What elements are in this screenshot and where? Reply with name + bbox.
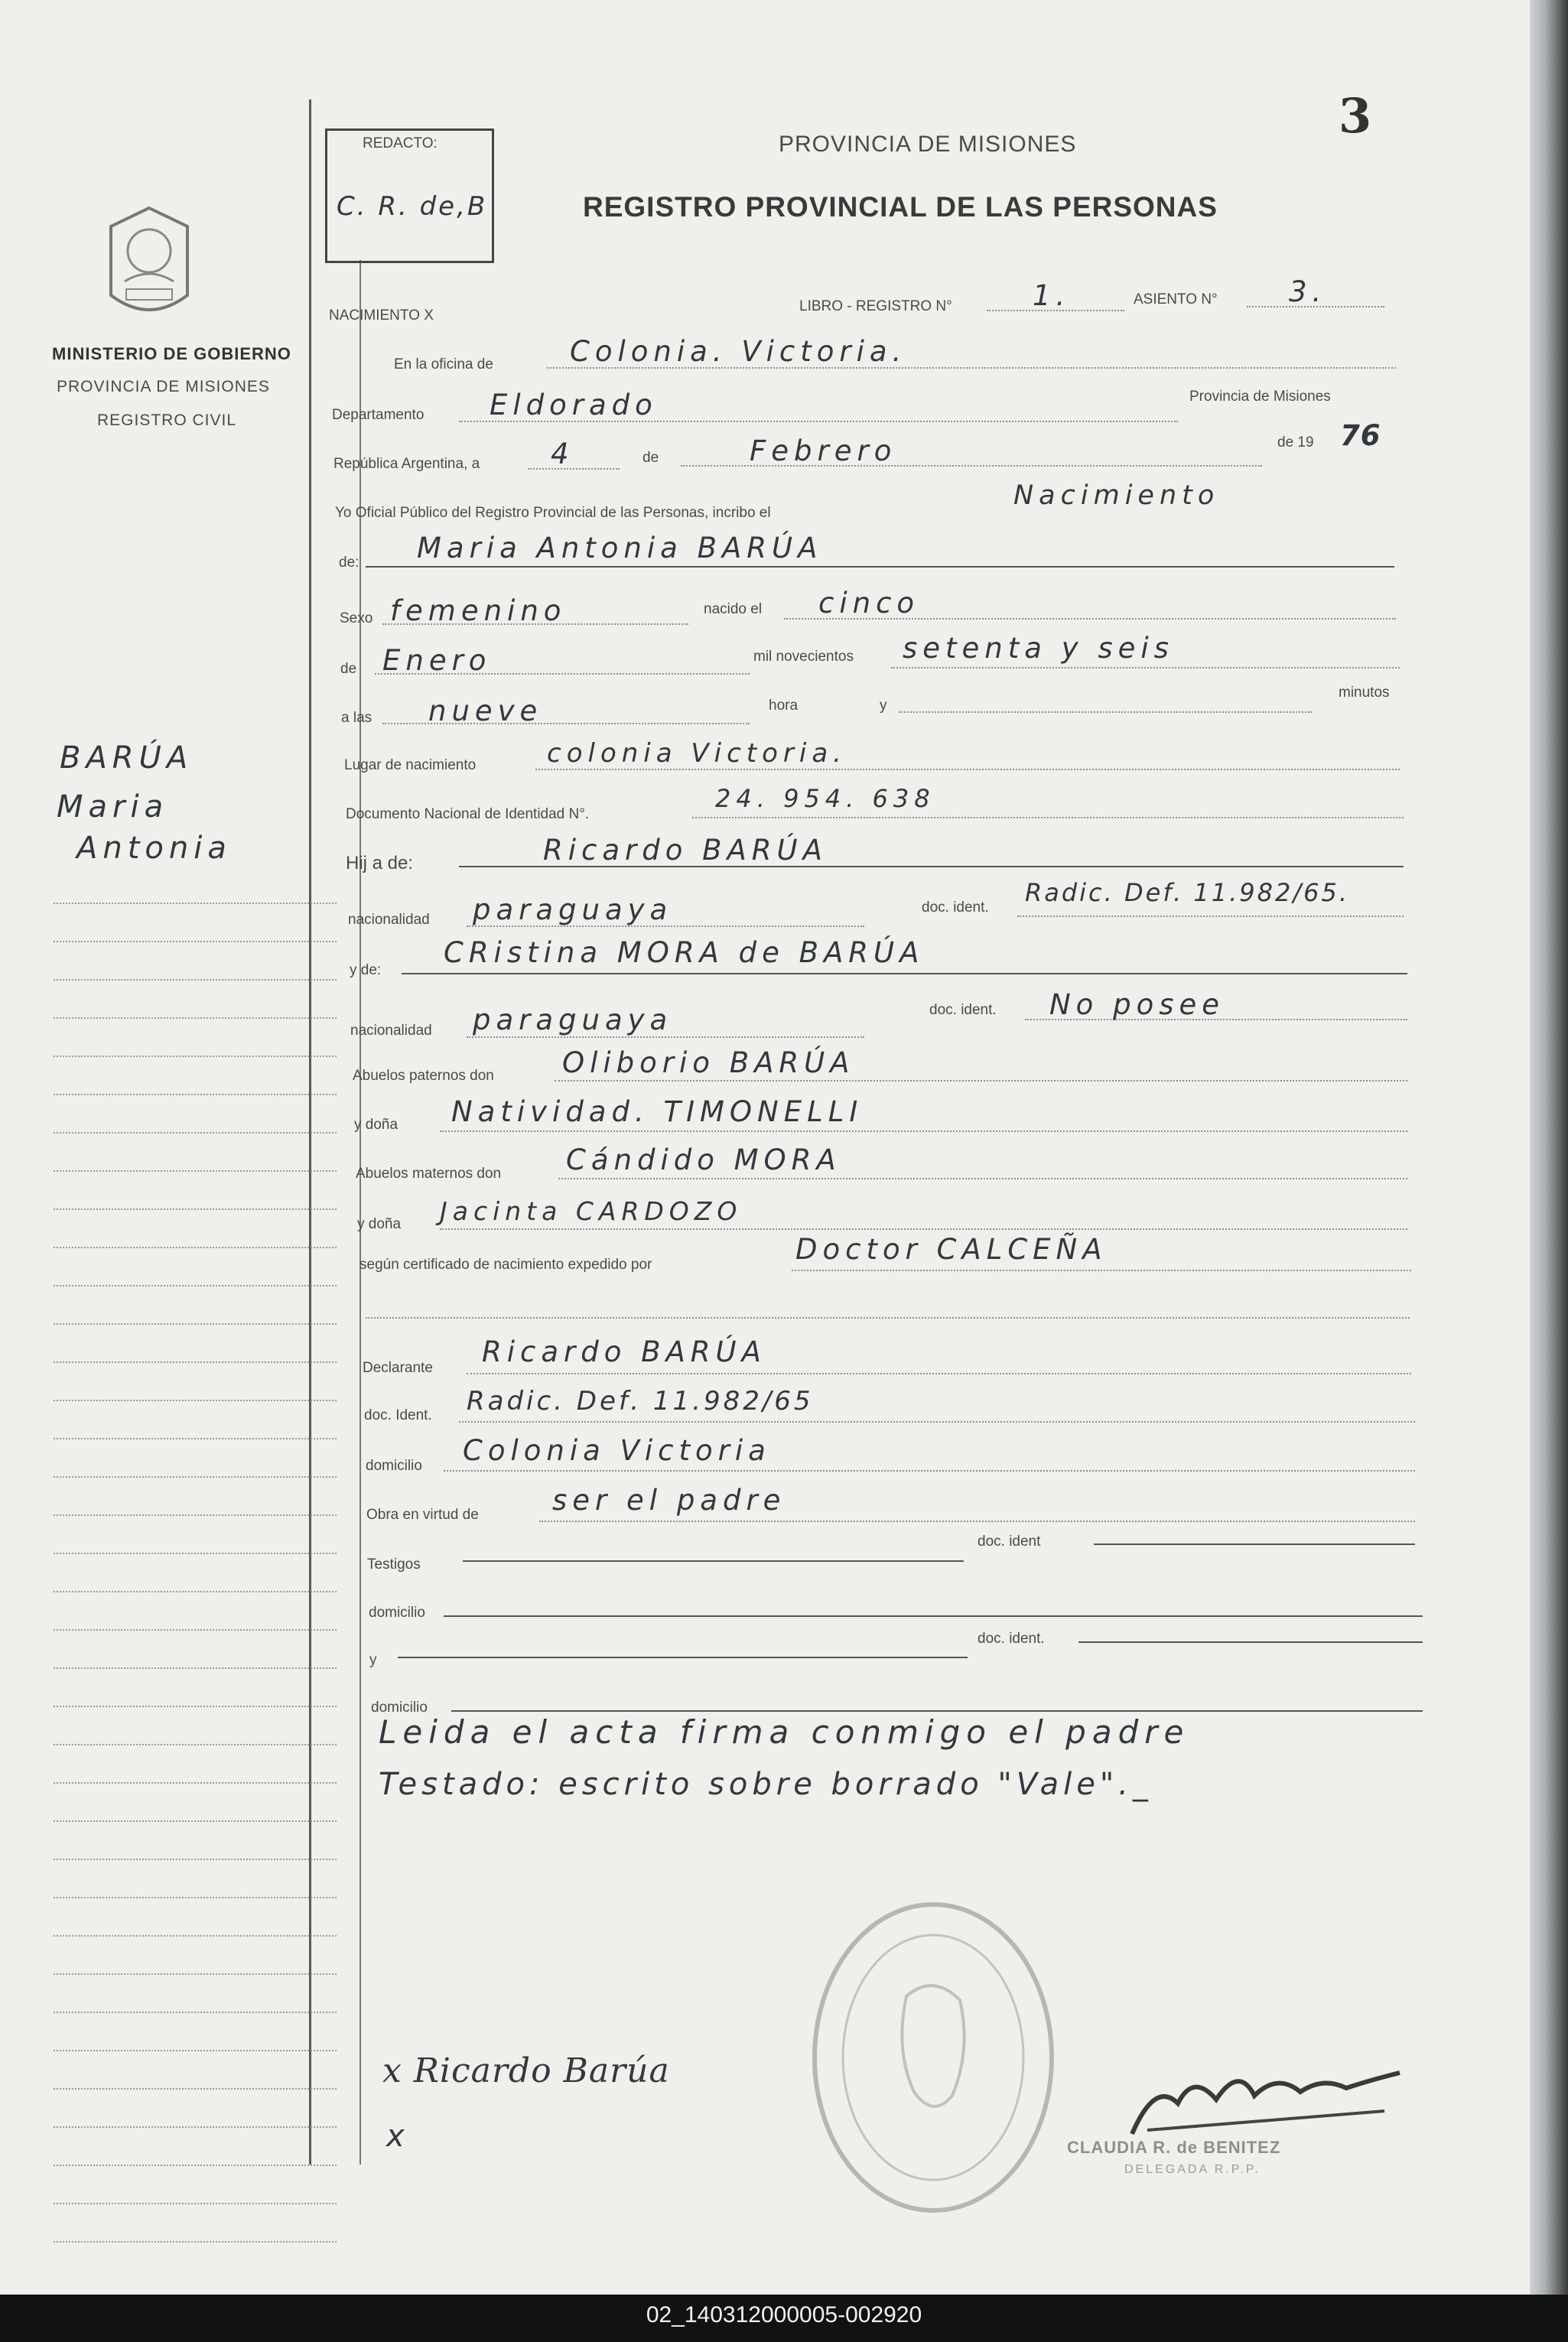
signature-declarante: x Ricardo Barúa — [382, 2051, 670, 2090]
asiento-label: ASIENTO N° — [1134, 291, 1218, 307]
redacto-value: C. R. de,B — [337, 191, 488, 222]
obra-value: ser el padre — [552, 1484, 786, 1517]
mes-value: Febrero — [750, 434, 897, 467]
mil-label: mil novecientos — [753, 649, 854, 665]
oficina-label: En la oficina de — [394, 356, 493, 372]
alas-label: a las — [341, 710, 372, 726]
doc1-value: Radic. Def. 11.982/65. — [1025, 878, 1349, 907]
domicilio2-label: domicilio — [369, 1605, 425, 1621]
testigos-label: Testigos — [367, 1556, 421, 1573]
sexo-label: Sexo — [340, 610, 373, 626]
official-stamp-name: CLAUDIA R. de BENITEZ — [1067, 2138, 1281, 2157]
libro-value: 1. — [1033, 279, 1071, 312]
doc2-value: No posee — [1049, 988, 1225, 1021]
coat-of-arms-icon — [103, 205, 195, 327]
hora-value: nueve — [428, 694, 543, 727]
docident-label: doc. ident — [978, 1534, 1041, 1550]
ministry-line3: REGISTRO CIVIL — [97, 411, 237, 429]
docident2-label: doc. ident. — [978, 1631, 1045, 1647]
nacimiento-label: NACIMIENTO X — [329, 307, 434, 324]
image-caption: 02_140312000005-002920 — [646, 2302, 922, 2327]
abpat-label: Abuelos paternos don — [353, 1068, 494, 1084]
dni-value: 24. 954. 638 — [715, 784, 935, 813]
ministry-line1: MINISTERIO DE GOBIERNO — [52, 344, 291, 363]
nacido-dia-value: cinco — [818, 587, 920, 620]
docdecl-value: Radic. Def. 11.982/65 — [467, 1386, 814, 1417]
de3-label: de — [340, 661, 357, 677]
obra-label: Obra en virtud de — [366, 1507, 479, 1523]
doc1-label: doc. ident. — [922, 899, 989, 916]
nacido-label: nacido el — [704, 601, 763, 617]
yde-label: y de: — [350, 962, 382, 978]
nacido-mes-value: Enero — [382, 644, 492, 677]
hija-label: Hij a de: — [346, 853, 414, 873]
dia-value: 4 — [551, 437, 574, 470]
declarante-label: Declarante — [363, 1360, 433, 1376]
page-edge — [1530, 0, 1568, 2295]
cert-label: según certificado de nacimiento expedido por — [359, 1257, 652, 1273]
lugar-label: Lugar de nacimiento — [344, 757, 477, 773]
dni-label: Documento Nacional de Identidad N°. — [346, 806, 590, 822]
departamento-value: Eldorado — [490, 389, 658, 421]
docdecl-label: doc. Ident. — [364, 1407, 432, 1423]
province-title: PROVINCIA DE MISIONES — [779, 132, 1077, 157]
libro-label: LIBRO - REGISTRO N° — [799, 298, 952, 314]
nombre-value: Maria Antonia BARÚA — [417, 532, 823, 564]
acto-value: Nacimiento — [1013, 480, 1220, 511]
official-stamp-role: DELEGADA R.P.P. — [1124, 2163, 1261, 2176]
nac2-label: nacionalidad — [350, 1023, 432, 1039]
padre-value: Ricardo BARÚA — [543, 834, 828, 867]
domicilio-label: domicilio — [366, 1458, 422, 1474]
note-line2: Testado: escrito sobre borrado "Vale"._ — [379, 1767, 1153, 1802]
y2-label: y — [369, 1652, 377, 1668]
ydona2-label: y doña — [357, 1216, 402, 1232]
abmat-value: Cándido MORA — [566, 1143, 841, 1176]
oficial-text: Yo Oficial Público del Registro Provincial de las Personas, incribo el — [335, 505, 771, 521]
margin-name2: Antonia — [76, 831, 232, 866]
domicilio-value: Colonia Victoria — [463, 1434, 771, 1467]
declarante-value: Ricardo BARÚA — [482, 1335, 766, 1368]
margin-surname: BARÚA — [60, 740, 194, 776]
provincia-label: Provincia de Misiones — [1189, 389, 1331, 405]
y-label: y — [880, 698, 887, 714]
nac1-label: nacionalidad — [348, 912, 430, 928]
registry-title: REGISTRO PROVINCIAL DE LAS PERSONAS — [583, 191, 1218, 223]
de2-label: de: — [339, 555, 359, 571]
domicilio3-label: domicilio — [371, 1700, 428, 1716]
form-border-left — [359, 260, 361, 2165]
republica-label: República Argentina, a — [333, 456, 480, 472]
asiento-value: 3. — [1289, 275, 1327, 308]
sexo-value: femenino — [390, 594, 567, 627]
registry-seal-icon — [807, 1897, 1059, 2218]
ydona1-value: Natividad. TIMONELLI — [451, 1095, 864, 1128]
anio-value: 76 — [1340, 419, 1381, 452]
lugar-value: colonia Victoria. — [547, 738, 847, 769]
madre-value: CRistina MORA de BARÚA — [444, 936, 925, 969]
hora-label: hora — [769, 698, 799, 714]
ydona2-value: Jacinta CARDOZO — [440, 1196, 743, 1226]
signature-second: x — [386, 2119, 410, 2154]
abmat-label: Abuelos maternos don — [356, 1166, 502, 1182]
ydona1-label: y doña — [354, 1117, 399, 1133]
nac1-value: paraguaya — [473, 893, 673, 926]
note-line1: Leida el acta firma conmigo el padre — [379, 1713, 1190, 1751]
abpat-value: Oliborio BARÚA — [562, 1046, 855, 1079]
page-number: 3 — [1339, 88, 1372, 144]
official-signature-icon — [1124, 2057, 1415, 2149]
anio-label: de 19 — [1277, 434, 1314, 451]
de-label: de — [642, 450, 659, 466]
redacto-label: REDACTO: — [363, 135, 438, 151]
cert-value: Doctor CALCEÑA — [795, 1233, 1108, 1266]
minutos-label: minutos — [1339, 685, 1390, 701]
doc2-label: doc. ident. — [929, 1002, 997, 1018]
nac2-value: paraguaya — [473, 1003, 673, 1036]
margin-name1: Maria — [57, 789, 169, 825]
departamento-label: Departamento — [332, 407, 425, 423]
ministry-line2: PROVINCIA DE MISIONES — [57, 378, 270, 395]
anio-letras-value: setenta y seis — [903, 632, 1174, 665]
oficina-value: Colonia. Victoria. — [570, 335, 907, 368]
